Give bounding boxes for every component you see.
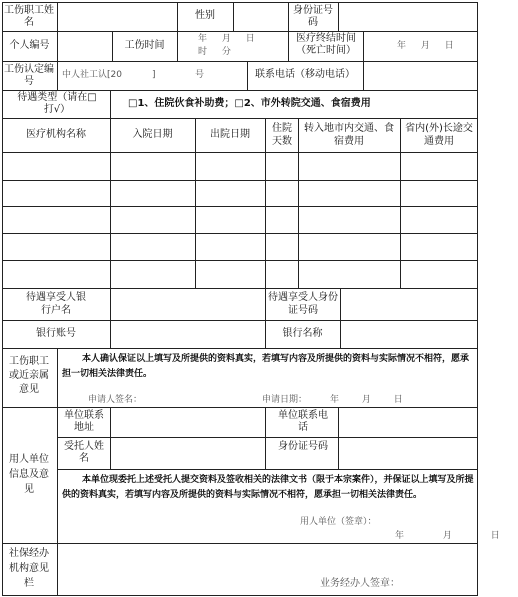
line <box>2 320 478 321</box>
line <box>2 233 478 234</box>
line <box>2 407 478 408</box>
employer-statement: 本单位现委托上述受托人提交资料及签收相关的法律文书（限于本宗案件），并保证以上填写及所提供的资料真实，若填写内容及所提供的资料与实际情况不相符，愿承担一切相关法律责任。 <box>62 475 474 500</box>
holder-id-label: 待遇享受人身份证号码 <box>268 292 338 316</box>
line <box>110 90 111 118</box>
employer-date-placeholder: 年 月 日 <box>395 531 518 541</box>
handler-sign-label: 业务经办人签章： <box>320 578 400 589</box>
agent-name-label: 受托人姓名 <box>64 441 104 464</box>
line <box>363 31 364 90</box>
line <box>2 260 478 261</box>
line <box>233 2 234 31</box>
line <box>2 180 478 181</box>
line <box>338 407 339 469</box>
unit-phone-label: 单位联系电话 <box>278 410 328 433</box>
treatment-end-label: 医疗终结时间（死亡时间） <box>296 33 356 56</box>
col-discharge-header: 出院日期 <box>210 129 250 140</box>
social-security-label: 社保经办机构意见栏 <box>9 548 49 589</box>
cert-prefix: 中人社工认[20 <box>62 70 122 80</box>
account-holder-label: 待遇享受人银行户名 <box>26 292 86 316</box>
injury-cert-label: 工伤认定编号 <box>4 64 54 87</box>
line <box>2 31 478 32</box>
col-days-header: 住院天数 <box>272 123 292 147</box>
worker-opinion-label: 工伤职工或近亲属意见 <box>9 356 49 395</box>
applicant-sign-label: 申请人签名： <box>88 395 143 405</box>
gender-label: 性别 <box>195 10 215 21</box>
agent-id-label: 身份证号码 <box>278 441 328 452</box>
employer-section-label: 用人单位信息及意见 <box>9 454 49 495</box>
line <box>57 437 478 438</box>
account-number-label: 银行账号 <box>36 328 76 339</box>
line <box>2 288 478 289</box>
unit-address-label: 单位联系地址 <box>64 410 104 433</box>
line <box>2 543 478 544</box>
line <box>340 288 341 348</box>
line <box>265 407 266 469</box>
id-number-label: 身份证号码 <box>293 5 333 28</box>
benefit-options[interactable]: □1、住院伙食补助费；□2、市外转院交通、食宿费用 <box>128 98 371 109</box>
col-local-transport-header: 转入地市内交通、食宿费用 <box>304 123 394 147</box>
unit-seal-label: 用人单位（签章）： <box>300 517 377 527</box>
line <box>477 2 478 596</box>
line <box>400 118 401 288</box>
col-admission-header: 入院日期 <box>132 129 173 140</box>
line <box>57 348 58 543</box>
line <box>110 407 111 469</box>
line <box>2 2 3 596</box>
line <box>2 61 478 62</box>
injury-time-label: 工伤时间 <box>124 40 165 51</box>
cert-number-suffix: 号 <box>195 70 205 80</box>
cert-suffix: ] <box>152 70 156 80</box>
personal-id-label: 个人编号 <box>9 40 50 51</box>
apply-date-placeholder: 年 月 日 <box>330 395 413 405</box>
line <box>2 152 478 153</box>
line <box>195 118 196 288</box>
contact-phone-label: 联系电话（移动电话） <box>255 69 355 80</box>
line <box>2 206 478 207</box>
injured-worker-name-label: 工伤职工姓名 <box>4 5 54 28</box>
line <box>57 469 478 470</box>
line <box>110 118 111 288</box>
line <box>2 595 478 596</box>
apply-date-label: 申请日期： <box>262 395 308 405</box>
injury-time-hm-placeholder: 时 分 <box>198 47 237 57</box>
line <box>298 118 299 288</box>
line <box>57 543 58 596</box>
benefit-type-label: 待遇类型（请在□打√） <box>17 92 97 115</box>
line <box>177 31 178 61</box>
col-province-transport-header: 省内(外)长途交通费用 <box>405 123 473 147</box>
injury-time-date-placeholder: 年 月 日 <box>198 34 261 44</box>
treatment-end-date-placeholder: 年 月 日 <box>397 41 460 51</box>
line <box>110 288 111 348</box>
col-institution-header: 医疗机构名称 <box>26 129 86 140</box>
line <box>2 90 478 91</box>
line <box>2 2 478 3</box>
bank-name-label: 银行名称 <box>282 328 323 339</box>
line <box>2 348 478 349</box>
worker-opinion-statement: 本人确认保证以上填写及所提供的资料真实，若填写内容及所提供的资料与实际情况不相符，愿承担一切相关法律责任。 <box>62 354 470 379</box>
line <box>2 118 478 119</box>
line <box>57 2 58 90</box>
line <box>338 2 339 31</box>
line <box>265 118 266 288</box>
